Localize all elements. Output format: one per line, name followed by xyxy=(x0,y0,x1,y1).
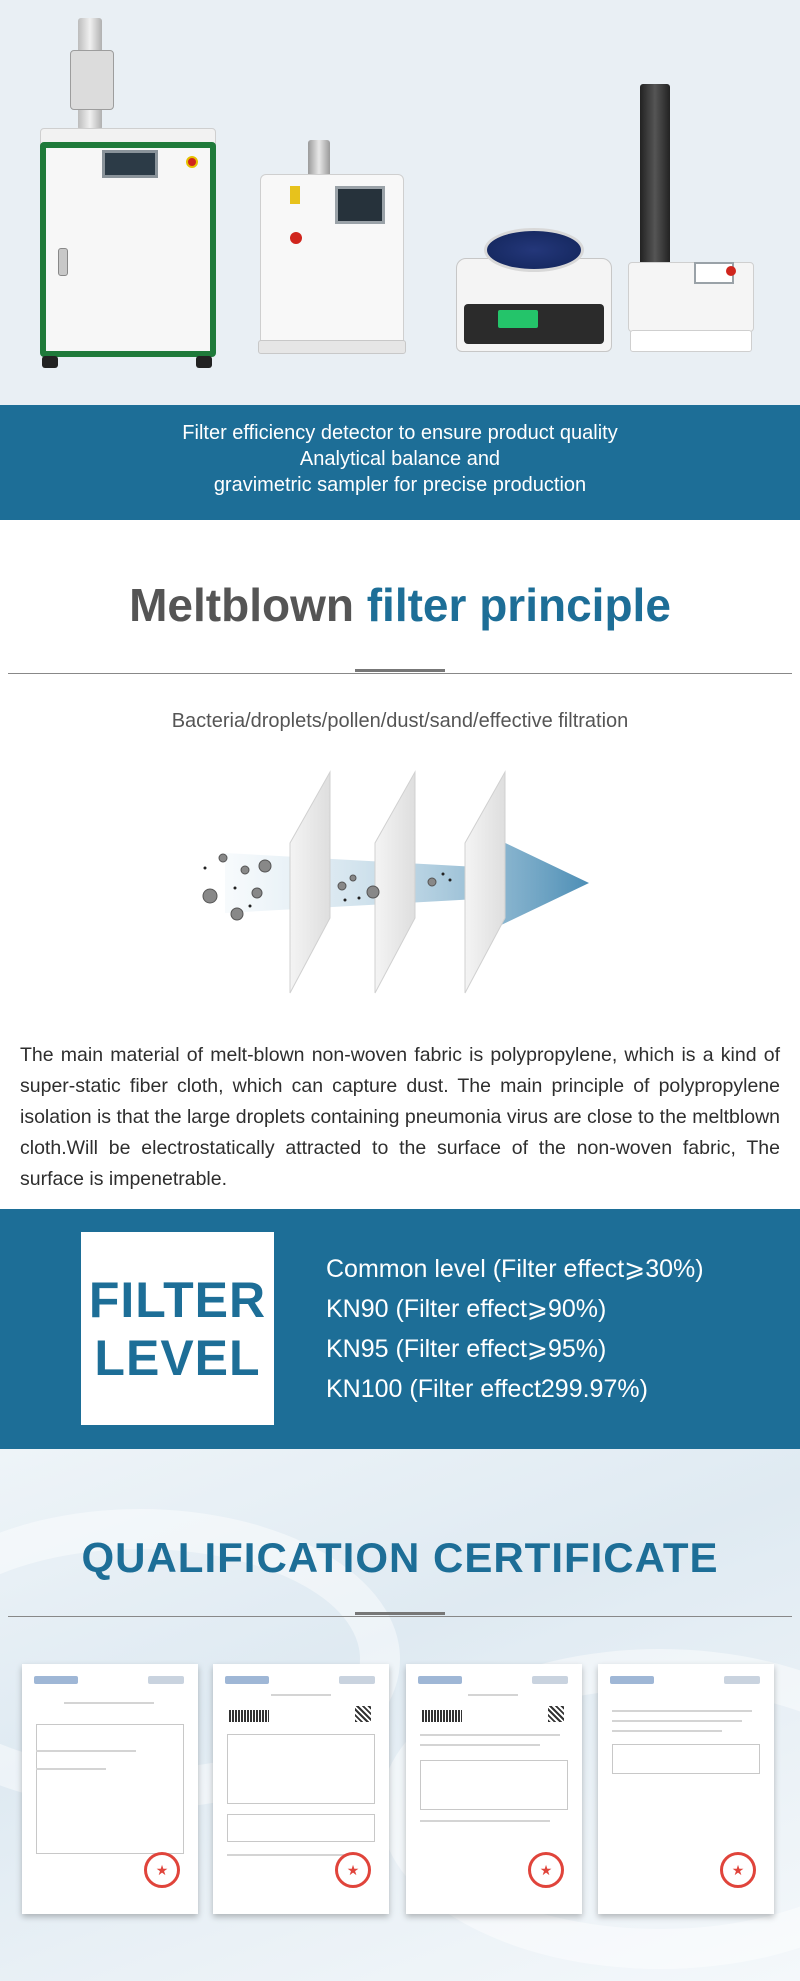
caster-wheel xyxy=(196,356,212,368)
official-seal-icon: ★ xyxy=(335,1852,371,1888)
qr-code-icon xyxy=(355,1706,371,1722)
indexer-screen xyxy=(335,186,385,224)
filter-level-badge-line: FILTER xyxy=(88,1271,267,1328)
lab-logo xyxy=(724,1676,760,1684)
doc-text-line xyxy=(612,1720,742,1722)
warning-label xyxy=(290,186,300,204)
filter-level-list xyxy=(326,1249,704,1409)
section-divider xyxy=(8,1616,792,1617)
official-seal-icon: ★ xyxy=(720,1852,756,1888)
doc-text-line xyxy=(612,1730,722,1732)
issuer-logo xyxy=(34,1676,78,1684)
filter-layers xyxy=(290,772,505,993)
particle xyxy=(350,875,356,881)
particle xyxy=(259,860,271,872)
speck xyxy=(204,867,207,870)
principle-title-bold: filter principle xyxy=(366,579,671,631)
caption-line: Analytical balance and xyxy=(299,448,501,470)
indexer-base xyxy=(258,340,406,354)
emergency-stop-icon xyxy=(290,232,302,244)
particle xyxy=(338,882,346,890)
official-seal-icon: ★ xyxy=(144,1852,180,1888)
doc-table xyxy=(36,1724,184,1854)
section-divider-accent xyxy=(355,669,445,672)
caster-wheel xyxy=(42,356,58,368)
balance-lcd xyxy=(498,310,538,328)
certificate-document xyxy=(598,1664,774,1914)
emergency-stop-icon xyxy=(186,156,198,168)
barcode-icon xyxy=(422,1710,462,1722)
cabinet-handle xyxy=(58,248,68,276)
particle xyxy=(231,908,243,920)
speck xyxy=(344,899,347,902)
equipment-caption-band xyxy=(0,405,800,520)
filter-layer xyxy=(375,772,415,993)
filter-level-band xyxy=(0,1209,800,1449)
doc-text-line xyxy=(612,1710,752,1712)
barcode-icon xyxy=(229,1710,269,1722)
issuer-logo xyxy=(418,1676,462,1684)
official-seal-icon: ★ xyxy=(528,1852,564,1888)
doc-table xyxy=(227,1814,375,1842)
issuer-logo xyxy=(610,1676,654,1684)
detector-screen xyxy=(102,150,158,178)
emergency-stop-icon xyxy=(726,266,736,276)
doc-heading-line xyxy=(64,1702,154,1704)
particle xyxy=(252,888,262,898)
particle xyxy=(219,854,227,862)
filter-level-badge-line: LEVEL xyxy=(94,1329,261,1386)
doc-table xyxy=(420,1760,568,1810)
filter-level-badge xyxy=(81,1232,274,1425)
doc-table xyxy=(227,1734,375,1804)
caption-line: Filter efficiency detector to ensure product quality xyxy=(182,422,618,444)
speck xyxy=(234,887,237,890)
particle xyxy=(428,878,436,886)
doc-table xyxy=(612,1744,760,1774)
certificate-document xyxy=(213,1664,389,1914)
doc-text-line xyxy=(36,1768,106,1770)
section-divider xyxy=(8,673,792,674)
speck xyxy=(449,879,452,882)
weighing-pan xyxy=(484,228,584,272)
filter-layer xyxy=(465,772,505,993)
doc-text-line xyxy=(420,1734,560,1736)
caption-line: gravimetric sampler for precise production xyxy=(213,474,587,496)
filter-level-item: Common level (Filter effect⩾30%) xyxy=(326,1255,704,1283)
filter-layer xyxy=(290,772,330,993)
speck xyxy=(249,905,252,908)
tester-foot xyxy=(630,330,752,352)
lab-logo xyxy=(339,1676,375,1684)
issuer-logo xyxy=(225,1676,269,1684)
doc-text-line xyxy=(420,1820,550,1822)
filter-level-item: KN95 (Filter effect⩾95%) xyxy=(326,1335,607,1363)
particle xyxy=(241,866,249,874)
speck xyxy=(442,873,445,876)
filter-level-item: KN100 (Filter effect299.97%) xyxy=(326,1375,648,1403)
principle-subtitle: Bacteria/droplets/pollen/dust/sand/effective filtration xyxy=(171,710,629,732)
doc-text-line xyxy=(36,1750,136,1752)
lab-logo xyxy=(148,1676,184,1684)
filtration-illustration xyxy=(195,768,595,998)
section-divider-accent xyxy=(355,1612,445,1615)
equipment-hero-image xyxy=(0,0,800,405)
principle-title xyxy=(0,578,800,632)
doc-heading-line xyxy=(468,1694,518,1696)
particle xyxy=(203,889,217,903)
detector-head xyxy=(70,50,114,110)
doc-text-line xyxy=(227,1854,347,1856)
lab-logo xyxy=(532,1676,568,1684)
certificate-title: QUALIFICATION CERTIFICATE xyxy=(81,1534,719,1581)
particle xyxy=(367,886,379,898)
doc-text-line xyxy=(420,1744,540,1746)
doc-heading-line xyxy=(271,1694,331,1696)
qr-code-icon xyxy=(548,1706,564,1722)
certificate-document xyxy=(22,1664,198,1914)
principle-paragraph: The main material of melt-blown non-woven fabric is polypropylene, which is a kind of super-static fiber cloth, which can capture dust. The main principle of polypropylene isolation is that the large droplets containing pneumonia virus are close to the meltblown cloth.Will be electrostatically attracted to the surface of the non-woven fabric, The surface is impenetrable. xyxy=(20,1044,780,1190)
filter-level-item: KN90 (Filter effect⩾90%) xyxy=(326,1295,607,1323)
speck xyxy=(358,897,361,900)
certificate-document xyxy=(406,1664,582,1914)
principle-title-light: Meltblown xyxy=(129,579,354,631)
